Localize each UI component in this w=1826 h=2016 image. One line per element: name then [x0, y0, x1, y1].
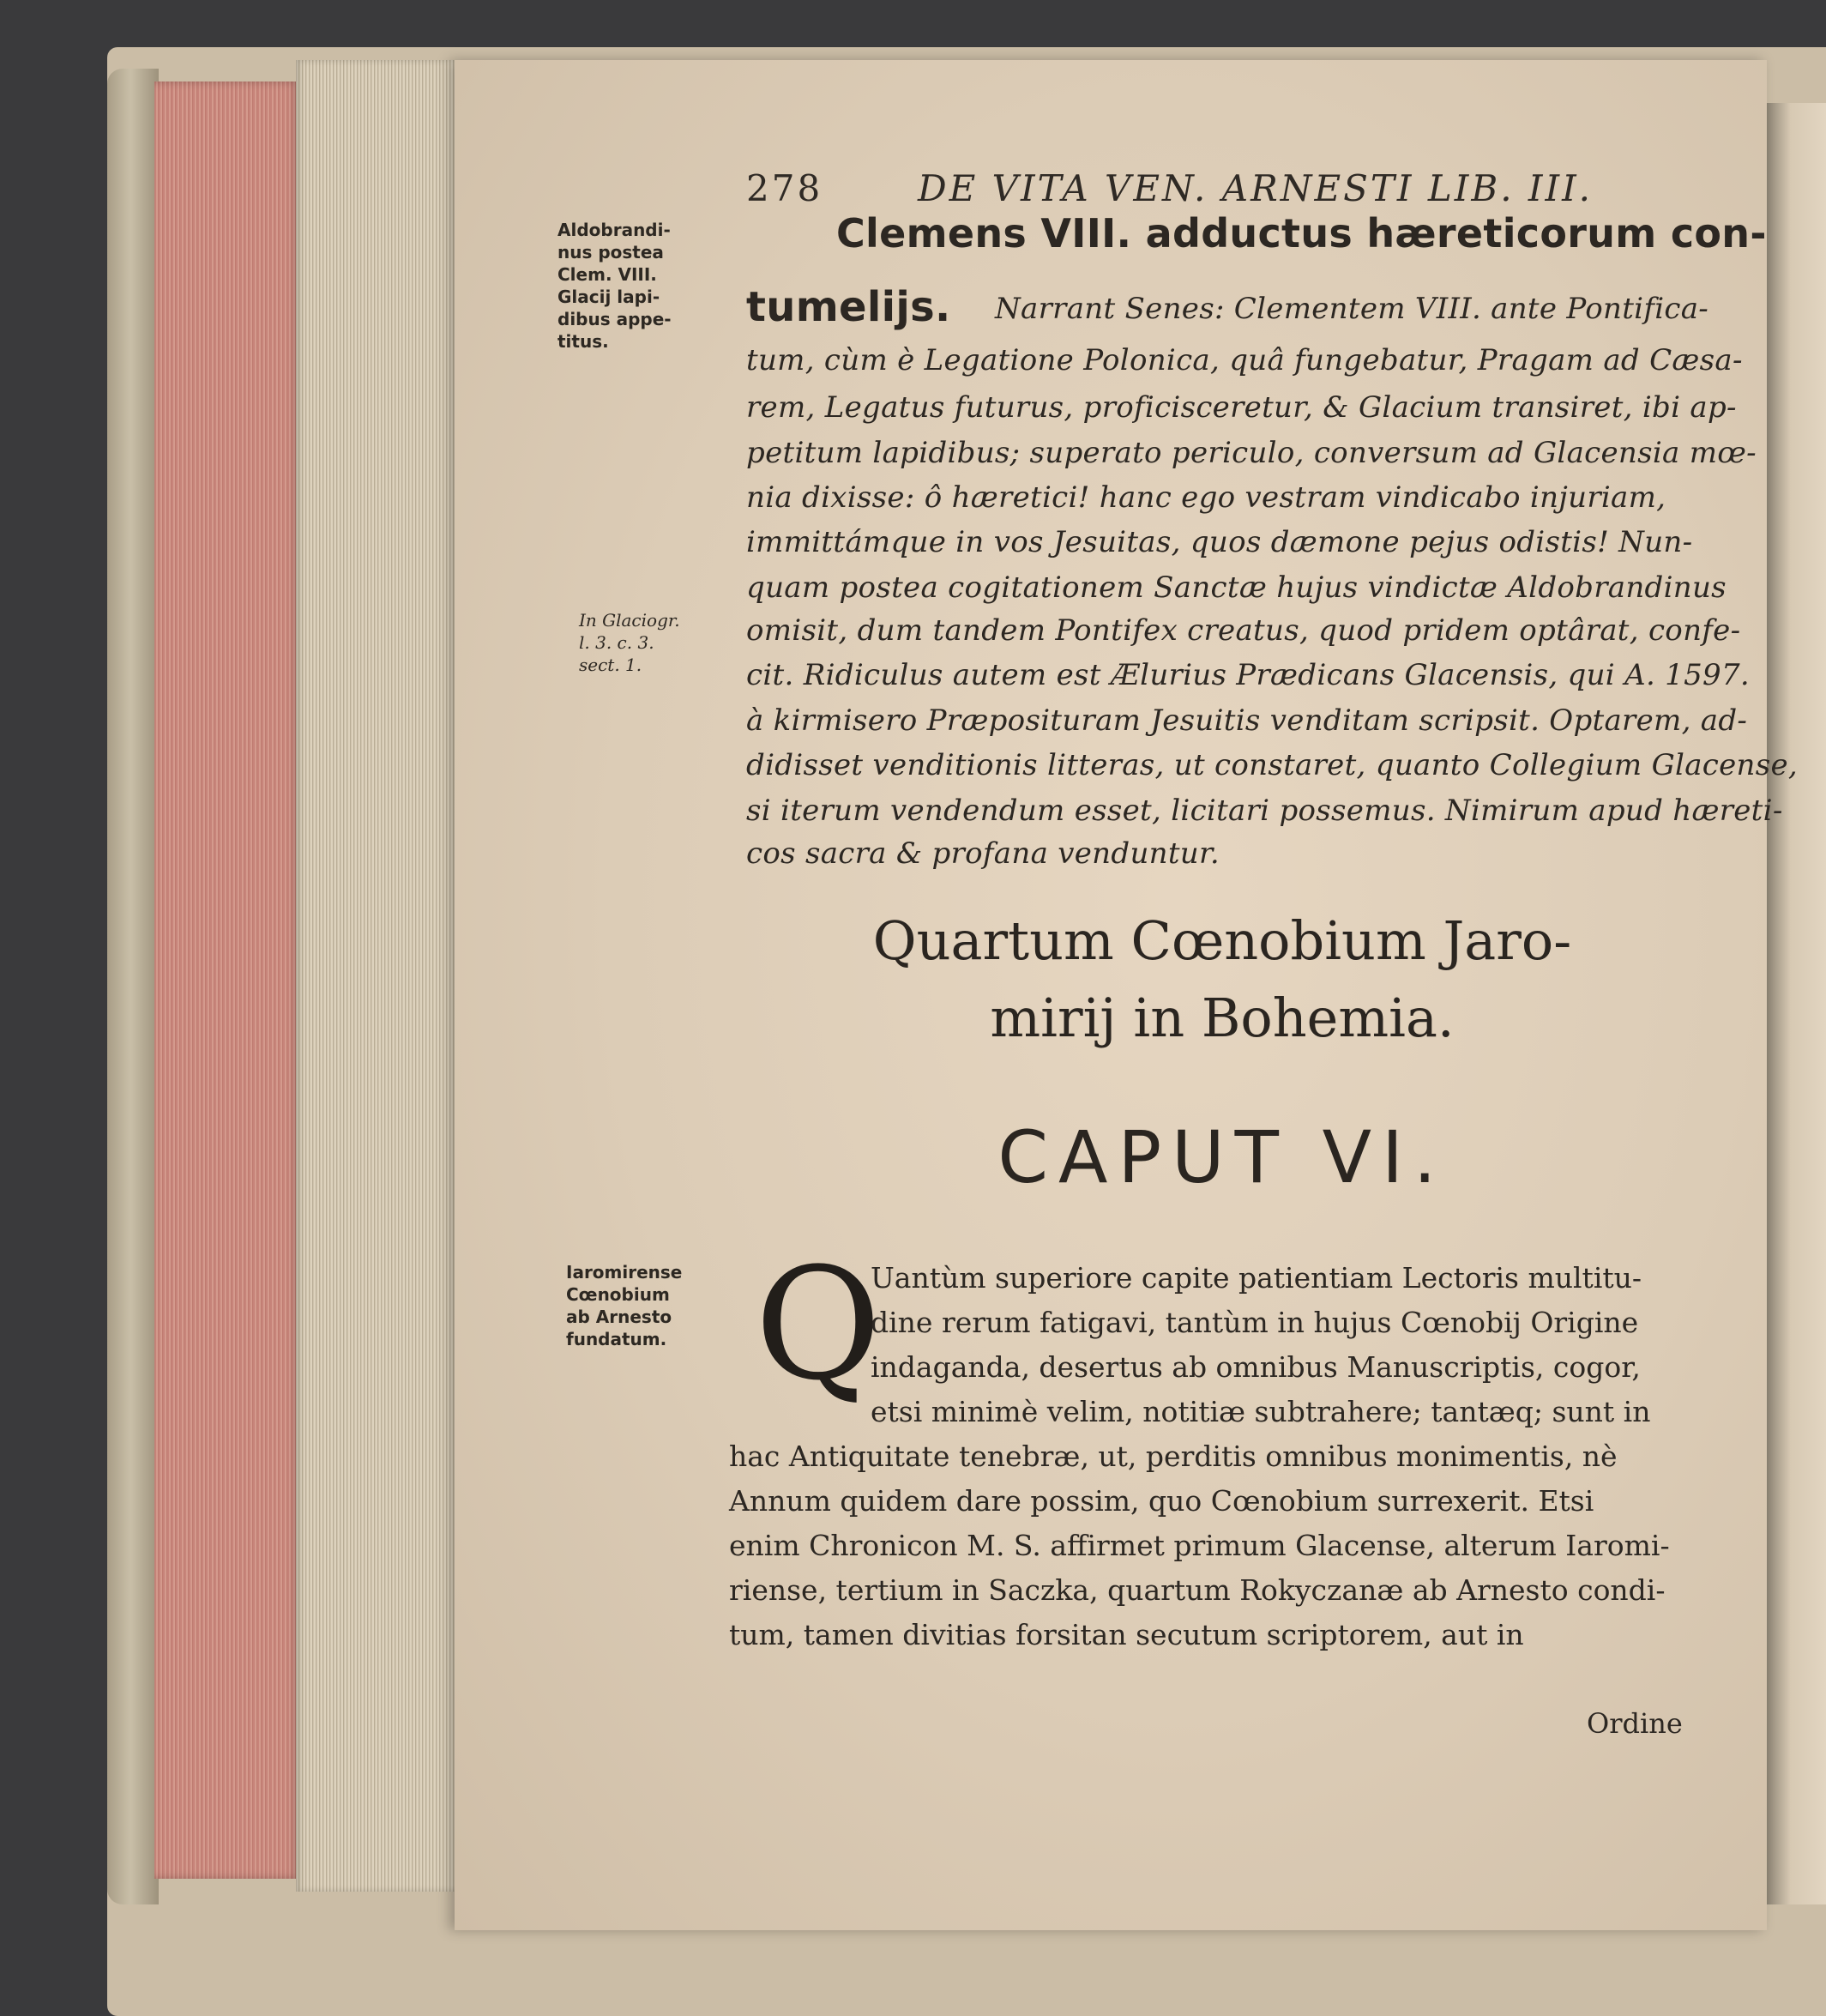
margin-note-line: In Glaciogr. [579, 610, 680, 631]
text-line: Clemens VIII. adductus hæreticorum con- [836, 210, 1767, 257]
text-line: didisset venditionis litteras, ut constaret, quanto Collegium Glacense, [746, 748, 1799, 782]
margin-note-glaciogr [579, 609, 680, 676]
margin-note-line: Glacij lapi- [557, 287, 660, 307]
page-stack [296, 60, 459, 1892]
catchword: Ordine [1587, 1707, 1683, 1740]
section-title-line-1: Quartum Cœnobium Jaro- [872, 909, 1572, 972]
chapter-heading: CAPUT VI. [997, 1115, 1447, 1199]
text-line: à kirmisero Præposituram Jesuitis venditam scripsit. Optarem, ad- [746, 703, 1748, 738]
margin-note-aldobrandinus [557, 219, 672, 353]
text-line: tum, tamen divitias forsitan secutum scriptorem, aut in [729, 1618, 1524, 1651]
drop-cap: Q [755, 1235, 882, 1415]
text-line: dine rerum fatigavi, tantùm in hujus Cœnobij Origine [871, 1306, 1639, 1339]
text-line: etsi minimè velim, notitiæ subtrahere; tantæq; sunt in [871, 1395, 1651, 1428]
margin-note-line: ab Arnesto [566, 1307, 672, 1327]
text-line: petitum lapidibus; superato periculo, conversum ad Glacensia mœ- [746, 436, 1757, 470]
text-line: omisit, dum tandem Pontifex creatus, quod pridem optârat, confe- [746, 613, 1741, 648]
margin-note-line: nus postea [557, 242, 664, 263]
text-line: Uantùm superiore capite patientiam Lectoris multitu- [871, 1261, 1642, 1295]
text-line: immittámque in vos Jesuitas, quos dæmone pejus odistis! Nun- [746, 525, 1693, 559]
margin-note-line: titus. [557, 331, 609, 352]
running-title: DE VITA VEN. ARNESTI LIB. III. [918, 167, 1594, 209]
text-line: quam postea cogitationem Sanctæ hujus vindictæ Aldobrandinus [746, 570, 1727, 605]
text-line: tumelijs. [746, 283, 951, 331]
text-line: rem, Legatus futurus, proficisceretur, & Glacium transiret, ibi ap- [746, 390, 1737, 425]
text-line: si iterum vendendum esset, licitari possemus. Nimirum apud hæreti- [746, 794, 1783, 828]
margin-note-line: Iaromirense [566, 1262, 683, 1283]
text-line: Annum quidem dare possim, quo Cœnobium surrexerit. Etsi [729, 1484, 1594, 1518]
margin-note-line: dibus appe- [557, 309, 672, 329]
margin-note-iaromirense [566, 1261, 682, 1350]
margin-note-line: Clem. VIII. [557, 264, 657, 285]
red-page-edges [154, 81, 300, 1879]
facing-page-edge [1767, 103, 1826, 1904]
text-line: nia dixisse: ô hæretici! hanc ego vestram vindicabo injuriam, [746, 480, 1666, 515]
page-number: 278 [746, 167, 823, 209]
margin-note-line: l. 3. c. 3. [579, 632, 654, 653]
text-line: Narrant Senes: Clementem VIII. ante Pontifica- [995, 292, 1709, 326]
margin-note-line: fundatum. [566, 1329, 667, 1349]
text-line: riense, tertium in Saczka, quartum Rokyczanæ ab Arnesto condi- [729, 1573, 1666, 1607]
margin-note-line: Aldobrandi- [557, 220, 671, 240]
margin-note-line: sect. 1. [579, 655, 642, 675]
text-line: cos sacra & profana venduntur. [746, 836, 1220, 871]
book-cover-edge [107, 69, 159, 1904]
text-line: tum, cùm è Legatione Polonica, quâ fungebatur, Pragam ad Cæsa- [746, 343, 1743, 377]
margin-note-line: Cœnobium [566, 1284, 670, 1305]
text-line: cit. Ridiculus autem est Ælurius Prædicans Glacensis, qui A. 1597. [746, 658, 1750, 692]
text-line: hac Antiquitate tenebræ, ut, perditis omnibus monimentis, nè [729, 1440, 1618, 1473]
text-line: enim Chronicon M. S. affirmet primum Glacense, alterum Iaromi- [729, 1529, 1670, 1562]
text-line: indaganda, desertus ab omnibus Manuscriptis, cogor, [871, 1350, 1641, 1384]
section-title-line-2: mirij in Bohemia. [990, 987, 1455, 1049]
